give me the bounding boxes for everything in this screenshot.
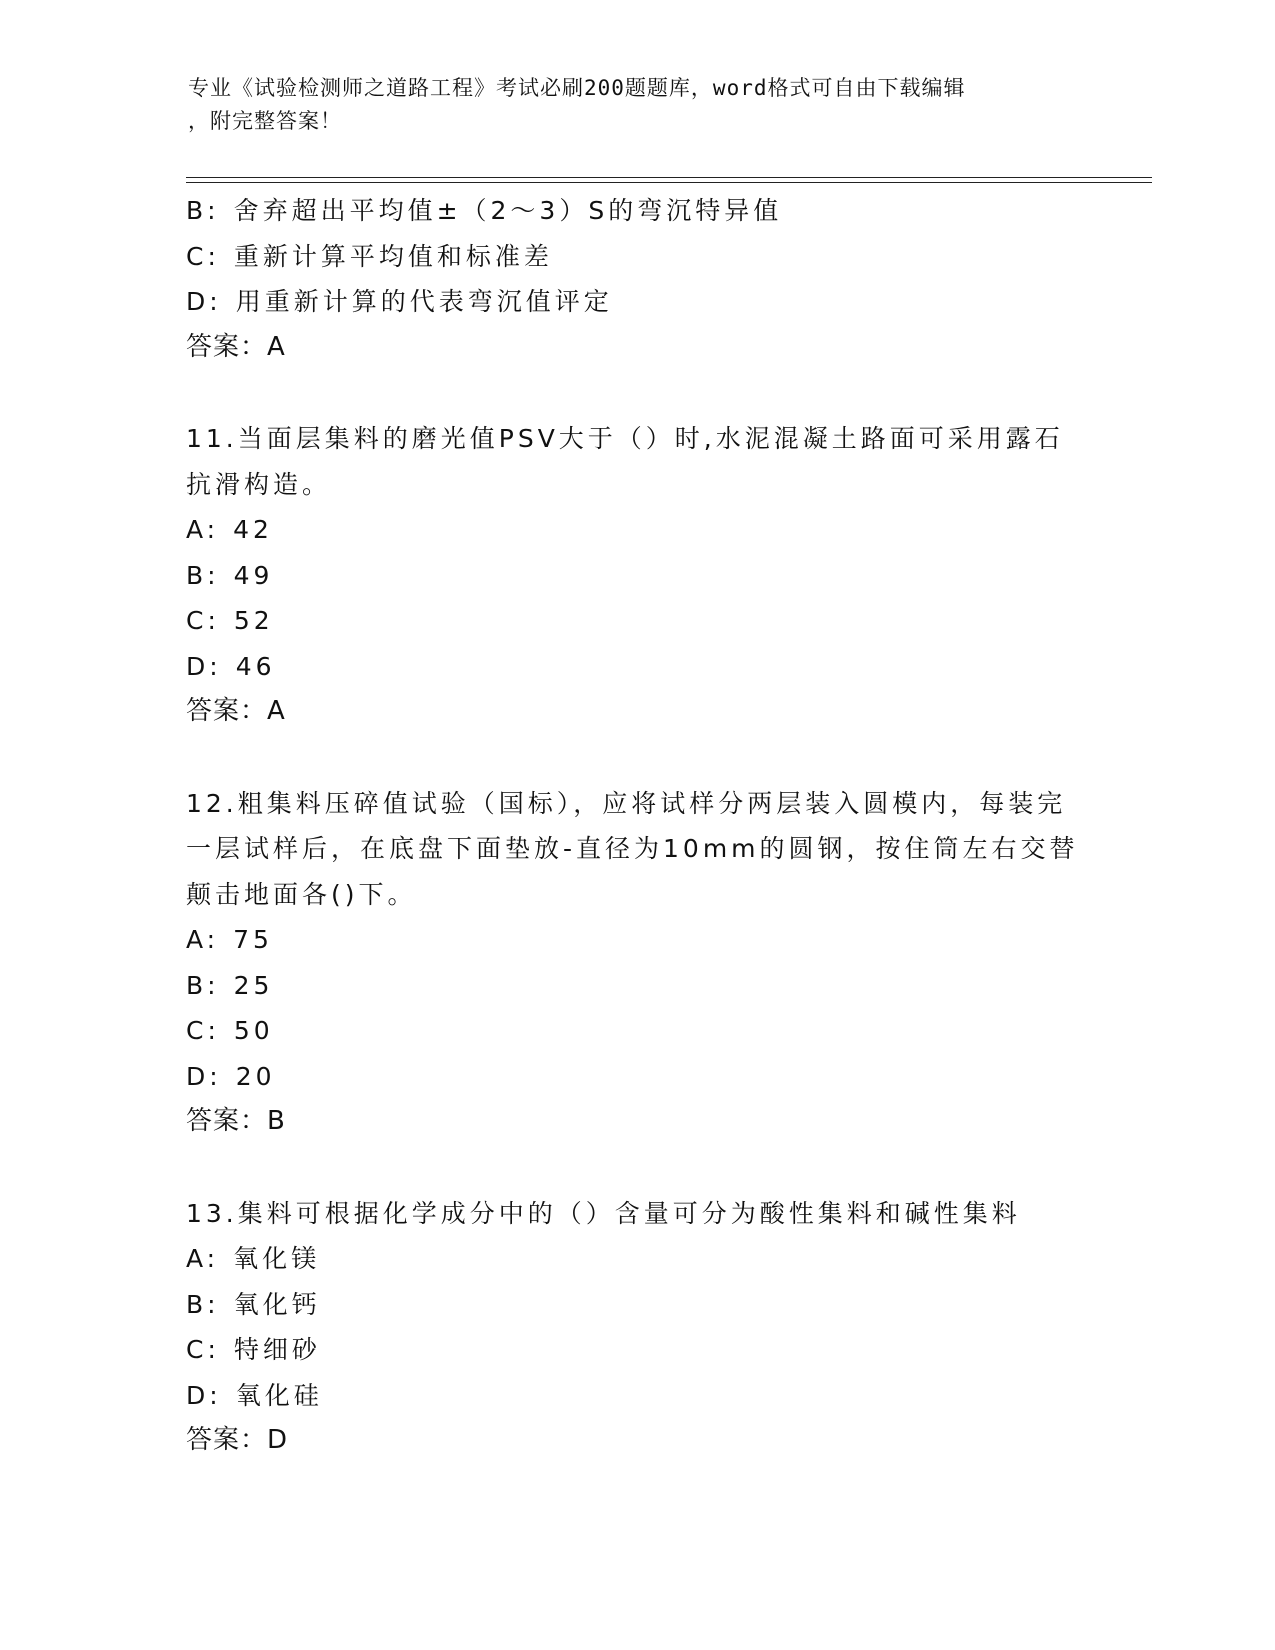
option-row — [186, 598, 1086, 644]
option-key: C: — [186, 606, 220, 635]
option-row — [186, 963, 1086, 1009]
option-text: 氧化硅 — [235, 1380, 323, 1410]
option-text: 重新计算平均值和标准差 — [233, 241, 553, 271]
answer-line: 答案：D — [186, 1425, 289, 1455]
option-row — [186, 1327, 1086, 1373]
question-stem-line: 11.当面层集料的磨光值PSV大于（）时,水泥混凝土路面可采用露石 — [186, 424, 1064, 453]
document-header — [188, 72, 1068, 138]
option-key: A: — [186, 1244, 220, 1273]
question-11 — [186, 416, 1086, 735]
option-key: D: — [186, 1380, 222, 1410]
option-key: B: — [186, 1289, 220, 1319]
option-text: 舍弃超出平均值±（2～3）S的弯沉特异值 — [233, 196, 783, 225]
option-text: 氧化镁 — [233, 1244, 321, 1273]
option-row — [186, 188, 1086, 234]
option-key: C: — [186, 1016, 220, 1045]
option-text: 氧化钙 — [233, 1289, 321, 1319]
option-row — [186, 1236, 1086, 1282]
question-stem-line: 颠击地面各()下。 — [186, 879, 417, 909]
option-row — [186, 553, 1086, 599]
option-text: 特细砂 — [233, 1335, 321, 1364]
option-key: D: — [186, 651, 222, 681]
question-12 — [186, 781, 1086, 1145]
question-stem-line: 13.集料可根据化学成分中的（）含量可分为酸性集料和碱性集料 — [186, 1198, 1021, 1228]
option-key: C: — [186, 1335, 220, 1364]
option-text: 46 — [235, 651, 276, 681]
question-stem-line: 抗滑构造。 — [186, 469, 332, 499]
option-row — [186, 279, 1086, 325]
previous-question-fragment — [186, 188, 1086, 370]
option-key: B: — [186, 970, 220, 1000]
option-key: B: — [186, 196, 220, 225]
option-text: 52 — [233, 606, 274, 635]
question-stem-line: 12.粗集料压碎值试验（国标），应将试样分两层装入圆模内，每装完 — [186, 788, 1067, 818]
option-text: 用重新计算的代表弯沉值评定 — [235, 287, 613, 316]
option-row — [186, 1008, 1086, 1054]
option-row — [186, 234, 1086, 280]
header-title-line-1: 专业《试验检测师之道路工程》考试必刷200题题库，word格式可自由下载编辑 — [188, 76, 966, 100]
option-key: A: — [186, 925, 220, 954]
answer-line: 答案：A — [186, 331, 286, 362]
header-divider-bottom — [186, 182, 1152, 183]
option-text: 20 — [235, 1061, 276, 1091]
header-title-line-2: ，附完整答案！ — [188, 109, 342, 133]
option-row — [186, 644, 1086, 690]
answer-line: 答案：B — [186, 1106, 286, 1136]
option-text: 42 — [233, 515, 273, 544]
option-key: A: — [186, 515, 220, 544]
answer-line: 答案：A — [186, 696, 286, 726]
option-key: D: — [186, 287, 222, 316]
question-13 — [186, 1191, 1086, 1464]
option-text: 75 — [233, 925, 273, 954]
option-text: 50 — [233, 1016, 274, 1045]
header-divider-top — [186, 177, 1152, 178]
option-row — [186, 1373, 1086, 1419]
option-row — [186, 1054, 1086, 1100]
option-text: 25 — [233, 970, 274, 1000]
option-row — [186, 507, 1086, 553]
option-key: C: — [186, 241, 220, 271]
option-row — [186, 917, 1086, 963]
option-row — [186, 1282, 1086, 1328]
option-text: 49 — [233, 560, 274, 590]
option-key: D: — [186, 1061, 222, 1091]
question-stem-line: 一层试样后，在底盘下面垫放-直径为10mm的圆钢，按住筒左右交替 — [186, 834, 1079, 863]
option-key: B: — [186, 560, 220, 590]
question-list — [186, 188, 1086, 1464]
